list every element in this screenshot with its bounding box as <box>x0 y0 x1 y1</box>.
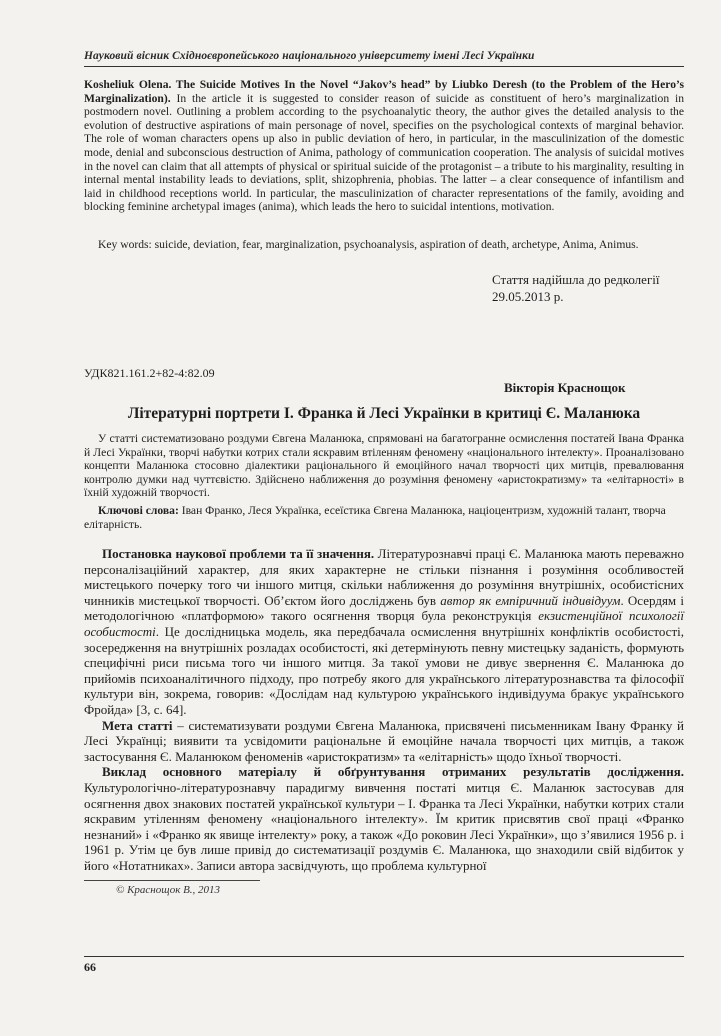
paragraph-goal: Мета статті – систематизувати роздуми Євгена Маланюка, присвячені письменникам Івану Франку й Лесі Українці; виявити та усвідомити раціональне й емоційне начала творчості цих митців, а також застосування Є. Маланюком феноменів «аристократизм» та «елітарність» щодо їхньої творчості. <box>84 717 685 764</box>
article-author: Вікторія Краснощок <box>504 380 626 395</box>
english-abstract <box>84 78 684 214</box>
english-abstract-lead: Kosheliuk Olena. The Suicide Motives In the Novel “Jakov’s head” by Liubko Deresh (to the Problem of the Hero’s Marginalization). <box>84 78 684 105</box>
footer-rule <box>84 956 684 957</box>
article-title: Літературні портрети І. Франка й Лесі Українки в критиці Є. Маланюка <box>127 405 641 422</box>
english-keywords: Key words: suicide, deviation, fear, marginalization, psychoanalysis, aspiration of death, archetype, Anima, Animus. <box>98 238 639 251</box>
article-body <box>84 546 684 873</box>
udk-code: УДК821.161.2+82-4:82.09 <box>84 366 215 380</box>
page-number: 66 <box>84 960 96 974</box>
footnote-rule <box>84 880 260 881</box>
received-line-1: Стаття надійшла до редколегії <box>492 272 660 287</box>
copyright-footnote: © Краснощок В., 2013 <box>116 884 221 896</box>
keywords-text: Іван Франко, Леся Українка, есеїстика Євгена Маланюка, націоцентризм, художній талант, творча елітарність. <box>84 504 666 531</box>
header-rule <box>84 66 684 67</box>
paragraph-problem: Постановка наукової проблеми та її значення. Літературознавчі праці Є. Маланюка мають переважно персоналізаційний характер, для яких характерне не стільки пізнання і розуміння особливостей мистецького почерку того чи іншого митця, скільки наближення до розуміння внутрішніх, особистісних чинників мистецької творчості. Об’єктом його досліджень був автор як емпіричний індивідуум. Осердям і методологічною «платформою» такого осягнення творця була реконструкція екзистенційної психології особистості. Це дослідницька модель, яка передбачала осмислення внутрішніх конфліктів особистості, зосередження на внутрішніх розладах особистості, які детермінують певну мистецьку заданість, формують специфічні риси письма того чи іншого митця. За такої умови не дивує звернення Є. Маланюка до прийомів психоаналітичного підходу, про потребу якого для українського літературознавства та філософії культури він, зокрема, говорив: «Дослідам над культурою українського індивідуума бракує українського Фройда» [3, с. 64]. <box>84 546 684 717</box>
received-date: 29.05.2013 р. <box>492 289 564 304</box>
ukrainian-keywords <box>84 504 684 531</box>
keywords-label: Ключові слова: <box>98 504 179 517</box>
paragraph-main: Виклад основного матеріалу й обґрунтування отриманих результатів дослідження. Культурологічно-літературознавчу парадигму вивчення постаті митця Є. Маланюк застосував для осягнення двох знакових постатей української культури – І. Франка та Лесі Українки, набутки котрих стали яскравим утіленням феномену «національного інтелекту». Їм критик присвятив свої праці «Франко незнаний» і «Франко як явище інтелекту» року, а також «До роковин Лесі Українки», що з’явилися 1956 р. і 1961 р. Утім це був лише привід до систематизації роздумів Є. Маланюка, що знаходили свій відбиток у його «Нотатниках». Записи автора засвідчують, що проблема культурної <box>84 764 684 873</box>
ukrainian-abstract: У статті систематизовано роздуми Євгена Маланюка, спрямовані на багатогранне осмислення постатей Івана Франка й Лесі Українки, творчі набутки котрих стали яскравим втіленням феномену «національного інтелекту». Проаналізовано концепти Маланюка стосовно діалектики раціонального й емоційного начал творчості цих митців, превалювання контролю думки над чуттєвістю. Здійснено наближення до розуміння феномену «аристократизму» та «елітарності» в їхній художній творчості. <box>84 432 684 500</box>
running-header: Науковий вісник Східноєвропейського національного університету імені Лесі Українки <box>84 50 535 62</box>
received-note <box>492 271 692 305</box>
english-abstract-body: In the article it is suggested to consider reason of suicide as constituent of hero’s marginalization in postmodern novel. Outlining a problem according to the psychoanalytic theory, the author gives the detailed analysis to the evolution of destructive aspirations of main personage of novel, specifies on the psychological contexts of marginal behavior. The role of woman characters opens up also in public deviation of hero, in particular, in the masculinization of the domestic mode, denial and subconscious destruction of Anima, pathology of communication cooperation. The analysis of suicidal motives in the novel can claim that all attempts of physical or spiritual suicide of the protagonist – a tribute to his marginality, resulting in internal mental instability leads to deviations, split, shizophrenia, phobias. The latter – a clear consequence of infantilism and laid in childhood receptions world. In particular, the masculinization of character representations of the family, avoiding and blocking feminine archetypal images (anima), which leads the hero to suicidal intentions, motivation. <box>84 91 684 214</box>
